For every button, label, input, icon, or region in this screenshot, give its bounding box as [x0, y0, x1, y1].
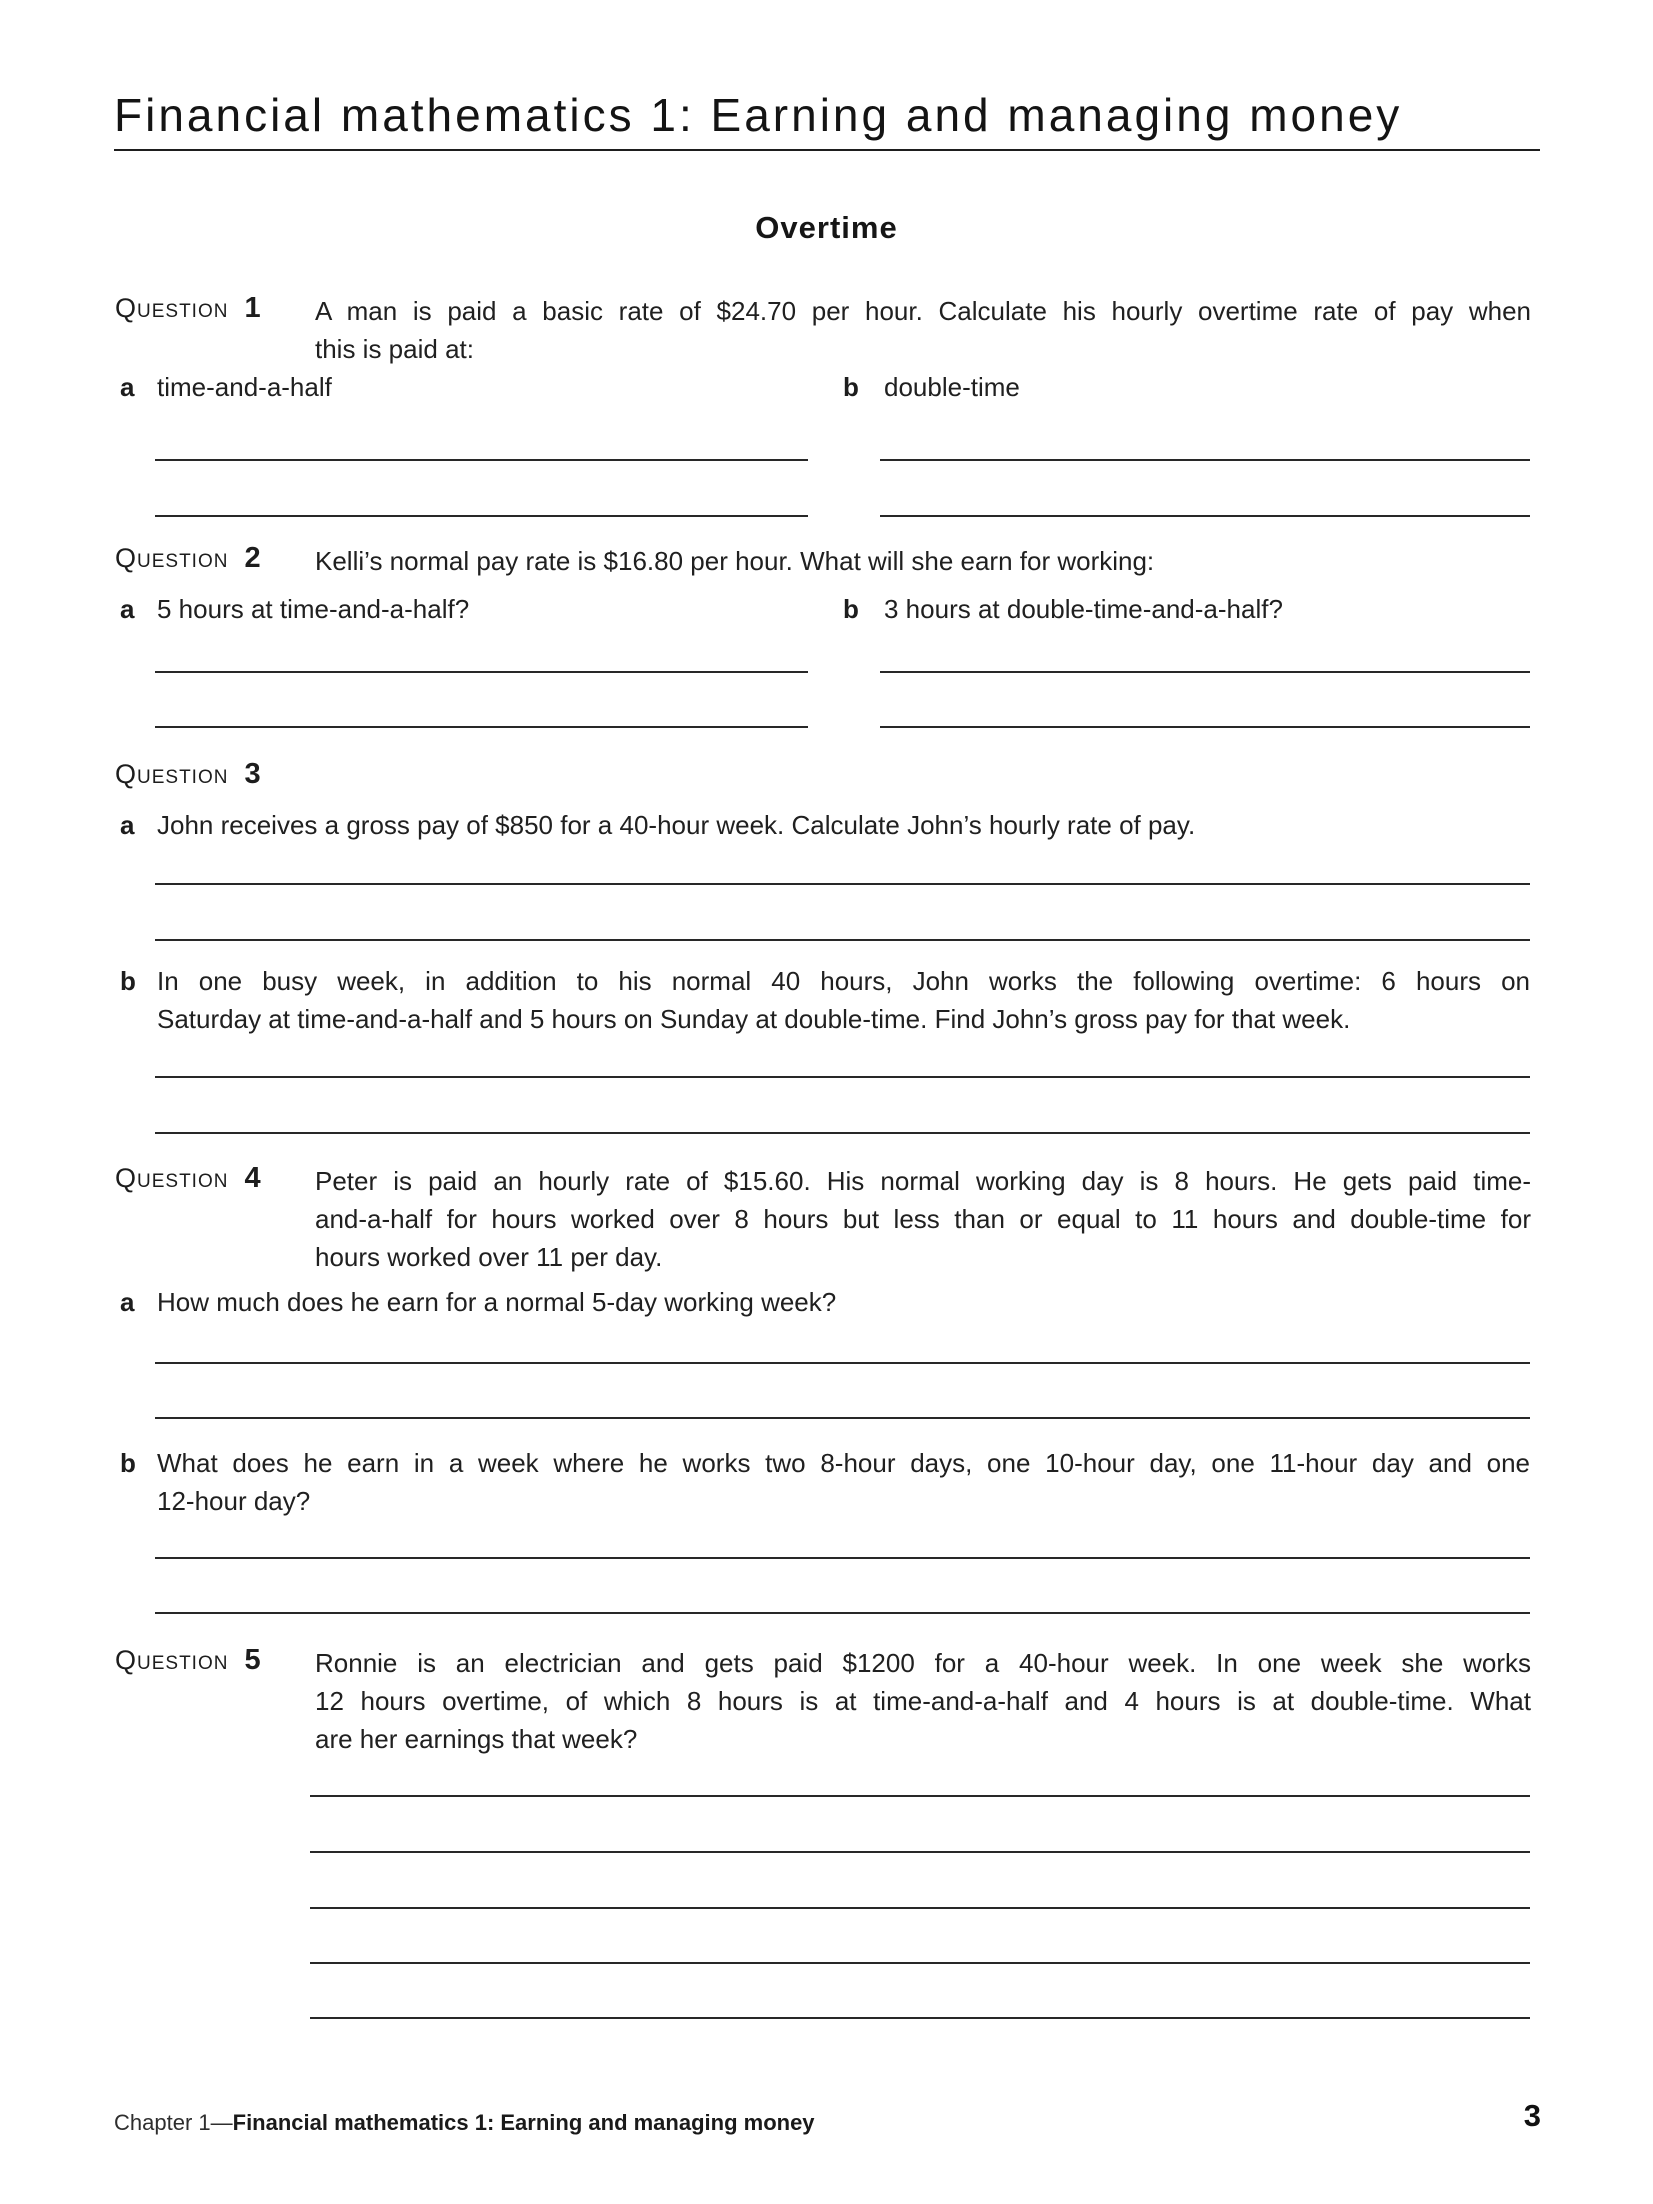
question-word: Question [115, 1163, 229, 1193]
answer-line [880, 515, 1530, 517]
question-number: 1 [244, 292, 261, 324]
answer-line [310, 1851, 1530, 1853]
answer-line [155, 459, 808, 461]
subitem-text [157, 806, 1530, 844]
answer-line [155, 726, 808, 728]
question-text-line: Saturday at time-and-a-half and 5 hours on Sunday at double-time. Find John’s gross pay for that week. [157, 1004, 1351, 1034]
subitem-letter: b [120, 966, 136, 996]
answer-line [155, 1132, 1530, 1134]
answer-line [155, 515, 808, 517]
title-rule [114, 149, 1540, 151]
subitem-letter: b [120, 1448, 136, 1478]
answer-line [155, 1557, 1530, 1559]
subitem-letter: a [120, 594, 135, 624]
question-5-label [115, 1644, 261, 1677]
subitem-letter: a [120, 372, 135, 402]
question-number: 3 [244, 758, 261, 790]
question-number: 2 [244, 542, 261, 574]
question-1-text [315, 292, 1531, 368]
question-text-line: In one busy week, in addition to his normal 40 hours, John works the following overtime: 6 hours on [157, 966, 1530, 996]
question-word: Question [115, 293, 229, 323]
question-text-line: How much does he earn for a normal 5-day working week? [157, 1287, 837, 1317]
question-1-label [115, 292, 261, 325]
question-3-label [115, 758, 261, 791]
question-text-line: Peter is paid an hourly rate of $15.60. His normal working day is 8 hours. He gets paid time- [315, 1166, 1531, 1196]
question-number: 4 [244, 1162, 261, 1194]
answer-line [155, 1417, 1530, 1419]
question-4-label [115, 1162, 261, 1195]
subitem-text [157, 1283, 1530, 1321]
footer-chapter-prefix: Chapter 1— [114, 2110, 233, 2135]
subitem-text: 3 hours at double-time-and-a-half? [884, 594, 1283, 624]
answer-line [155, 1362, 1530, 1364]
answer-line [310, 1795, 1530, 1797]
subitem-letter: b [843, 594, 859, 624]
question-text-line: A man is paid a basic rate of $24.70 per hour. Calculate his hourly overtime rate of pay when [315, 296, 1531, 326]
question-word: Question [115, 1645, 229, 1675]
answer-line [155, 1612, 1530, 1614]
subitem-text: time-and-a-half [157, 372, 332, 402]
question-text-line: 12 hours overtime, of which 8 hours is at time-and-a-half and 4 hours is at double-time. What [315, 1686, 1531, 1716]
question-text-line: Kelli’s normal pay rate is $16.80 per hour. What will she earn for working: [315, 546, 1155, 576]
subitem-letter: a [120, 810, 135, 840]
page-title: Financial mathematics 1: Earning and managing money [114, 89, 1403, 141]
question-text-line: 12-hour day? [157, 1486, 311, 1516]
answer-line [310, 1907, 1530, 1909]
subitem-text: 5 hours at time-and-a-half? [157, 594, 470, 624]
answer-line [155, 883, 1530, 885]
answer-line [155, 671, 808, 673]
question-text-line: and-a-half for hours worked over 8 hours but less than or equal to 11 hours and double-time for [315, 1204, 1531, 1234]
question-text-line: are her earnings that week? [315, 1724, 638, 1754]
footer [114, 2110, 815, 2136]
question-text-line: hours worked over 11 per day. [315, 1242, 663, 1272]
question-4-text [315, 1162, 1531, 1276]
answer-line [155, 939, 1530, 941]
question-text-line: Ronnie is an electrician and gets paid $1200 for a 40-hour week. In one week she works [315, 1648, 1531, 1678]
footer-chapter-title: Financial mathematics 1: Earning and managing money [232, 2110, 815, 2135]
subitem-letter: a [120, 1287, 135, 1317]
question-2-text [315, 542, 1531, 580]
answer-line [310, 1962, 1530, 1964]
answer-line [880, 671, 1530, 673]
subitem-text [157, 1444, 1530, 1520]
section-heading: Overtime [755, 210, 898, 245]
question-text-line: What does he earn in a week where he works two 8-hour days, one 10-hour day, one 11-hour day and one [157, 1448, 1530, 1478]
page-number: 3 [1523, 2098, 1541, 2133]
answer-line [880, 726, 1530, 728]
subitem-text: double-time [884, 372, 1020, 402]
answer-line [880, 459, 1530, 461]
subitem-text [157, 962, 1530, 1038]
question-word: Question [115, 759, 229, 789]
question-text-line: John receives a gross pay of $850 for a 40-hour week. Calculate John’s hourly rate of pay. [157, 810, 1196, 840]
question-word: Question [115, 543, 229, 573]
answer-line [310, 2017, 1530, 2019]
question-5-text [315, 1644, 1531, 1758]
subitem-letter: b [843, 372, 859, 402]
question-text-line: this is paid at: [315, 334, 474, 364]
question-number: 5 [244, 1644, 261, 1676]
question-2-label [115, 542, 261, 575]
answer-line [155, 1076, 1530, 1078]
